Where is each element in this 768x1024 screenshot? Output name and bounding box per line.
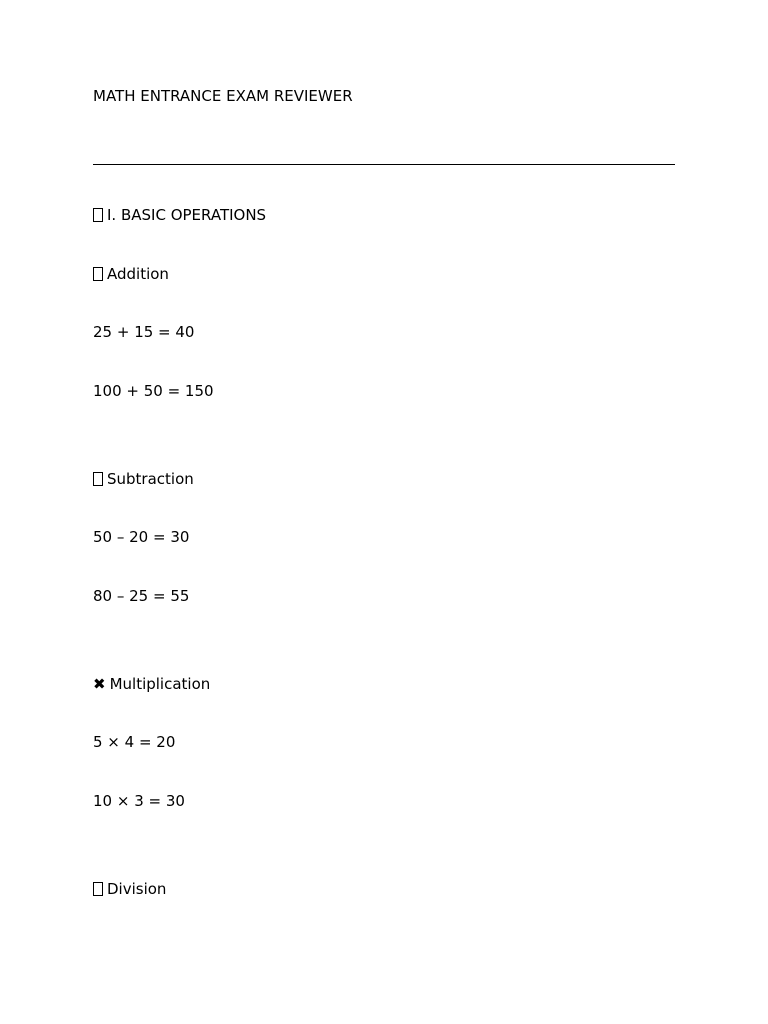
missing-glyph-icon (93, 882, 103, 896)
multiplication-example: 10 × 3 = 30 (93, 792, 185, 810)
document-title: MATH ENTRANCE EXAM REVIEWER (93, 87, 353, 105)
multiplication-example: 5 × 4 = 20 (93, 733, 176, 751)
subheading-subtraction (93, 470, 194, 488)
subheading-division (93, 880, 166, 898)
horizontal-divider (93, 164, 675, 165)
missing-glyph-icon (93, 267, 103, 281)
subheading-multiplication-text: Multiplication (109, 675, 211, 693)
section-heading (93, 206, 266, 224)
addition-example: 100 + 50 = 150 (93, 382, 214, 400)
subheading-multiplication (93, 675, 210, 693)
multiplication-x-icon: ✖ (93, 675, 106, 693)
addition-example: 25 + 15 = 40 (93, 323, 195, 341)
section-heading-text: I. BASIC OPERATIONS (107, 206, 267, 224)
subheading-addition (93, 265, 169, 283)
subheading-division-text: Division (107, 880, 167, 898)
missing-glyph-icon (93, 472, 103, 486)
subtraction-example: 50 – 20 = 30 (93, 528, 190, 546)
subtraction-example: 80 – 25 = 55 (93, 587, 190, 605)
subheading-subtraction-text: Subtraction (107, 470, 194, 488)
missing-glyph-icon (93, 208, 103, 222)
subheading-addition-text: Addition (107, 265, 169, 283)
